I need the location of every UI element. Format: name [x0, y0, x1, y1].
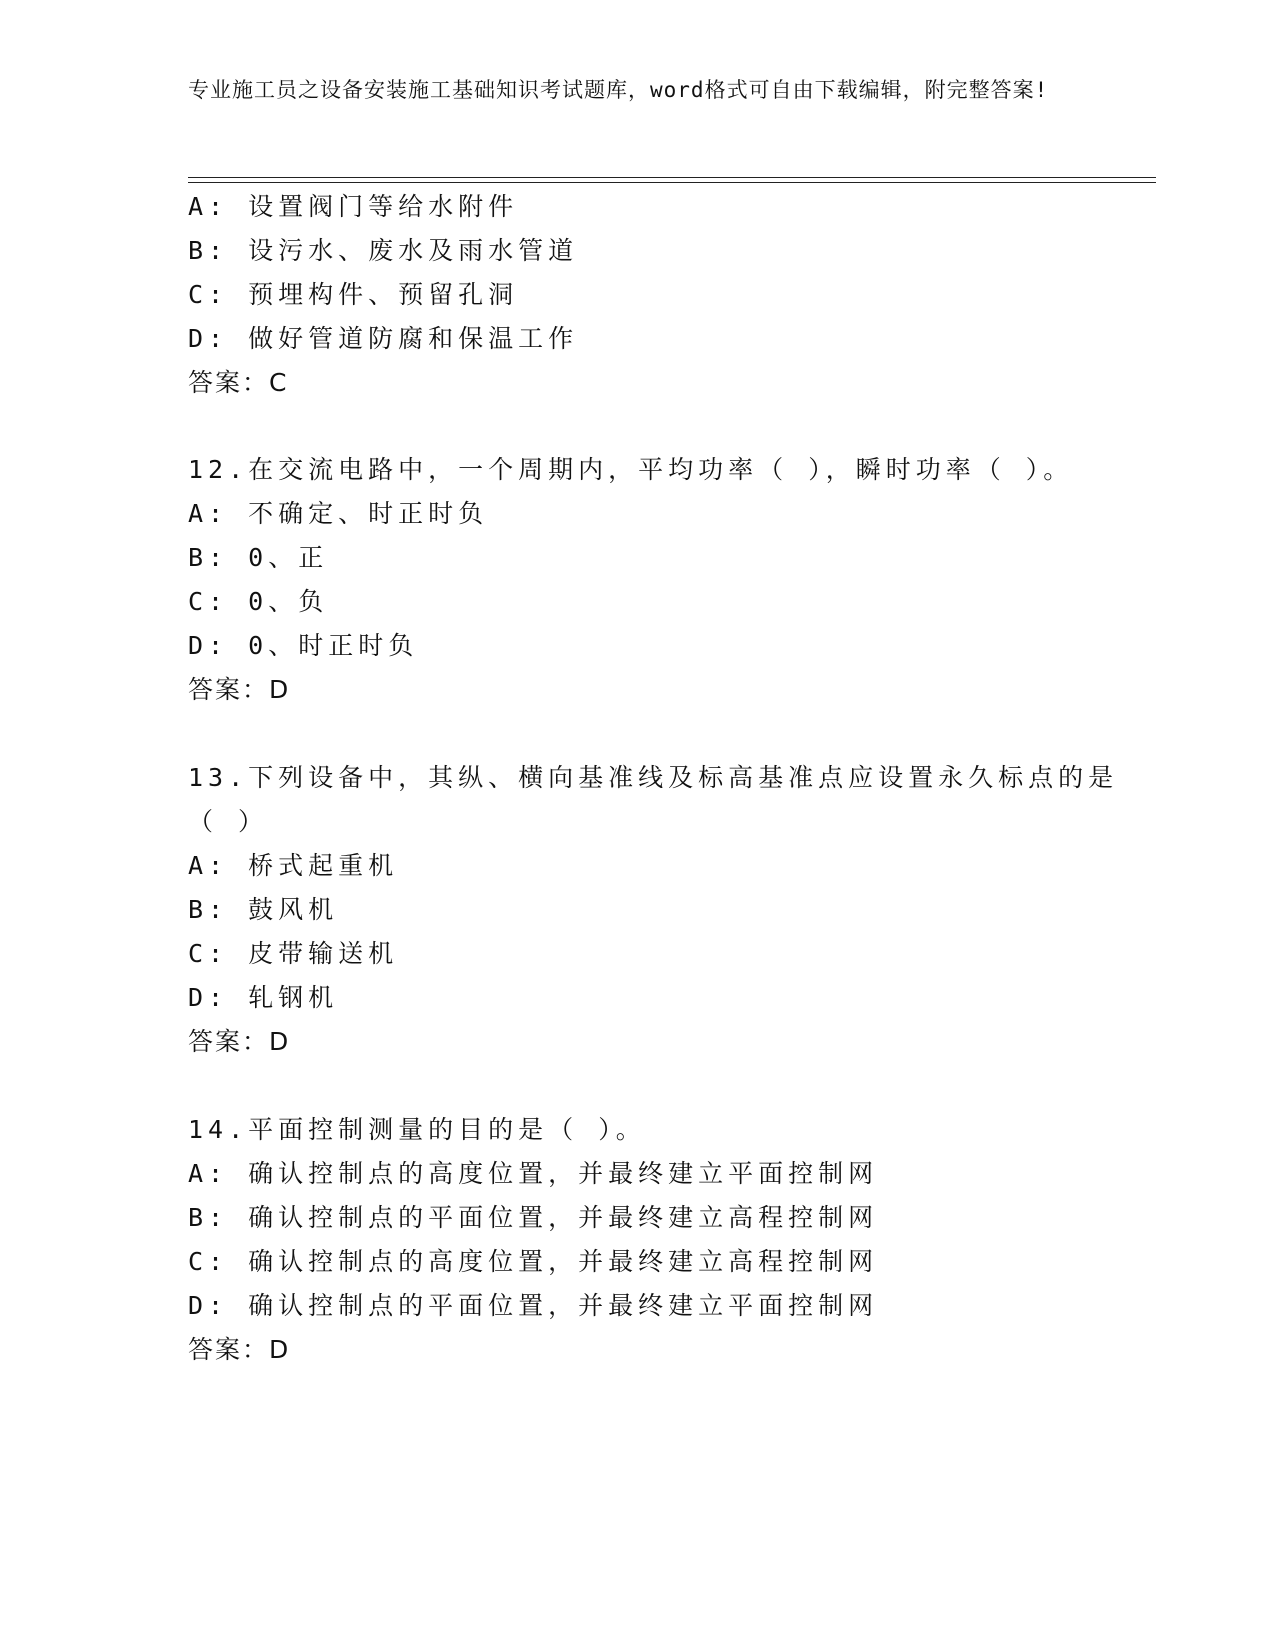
q13-option-b: B: 鼓风机	[188, 895, 339, 924]
q14-option-b: B: 确认控制点的平面位置，并最终建立高程控制网	[188, 1203, 879, 1232]
q13-question-line1: 13.下列设备中，其纵、横向基准线及标高基准点应设置永久标点的是	[188, 763, 1119, 792]
header-divider-bottom	[188, 182, 1156, 183]
q12-option-c: C: 0、负	[188, 587, 329, 616]
q13-option-d: D: 轧钢机	[188, 983, 339, 1012]
q11-answer: 答案：C	[188, 368, 289, 397]
q12-option-d: D: 0、时正时负	[188, 631, 419, 660]
header-divider-top	[188, 177, 1156, 178]
q12-question: 12.在交流电路中，一个周期内，平均功率（ ），瞬时功率（ ）。	[188, 455, 1074, 484]
q12-option-a: A: 不确定、时正时负	[188, 499, 489, 528]
q14-option-d: D: 确认控制点的平面位置，并最终建立平面控制网	[188, 1291, 879, 1320]
q13-answer: 答案：D	[188, 1027, 291, 1056]
q14-answer: 答案：D	[188, 1335, 291, 1364]
q13-option-a: A: 桥式起重机	[188, 851, 399, 880]
q11-option-c: C: 预埋构件、预留孔洞	[188, 280, 519, 309]
q14-option-a: A: 确认控制点的高度位置，并最终建立平面控制网	[188, 1159, 879, 1188]
document-header: 专业施工员之设备安装施工基础知识考试题库，word格式可自由下载编辑，附完整答案!	[188, 78, 1049, 102]
q11-option-a: A: 设置阀门等给水附件	[188, 192, 519, 221]
q11-option-d: D: 做好管道防腐和保温工作	[188, 324, 579, 353]
q13-question-line2: （ ）	[188, 807, 269, 836]
q12-answer: 答案：D	[188, 675, 291, 704]
q13-option-c: C: 皮带输送机	[188, 939, 399, 968]
q11-option-b: B: 设污水、废水及雨水管道	[188, 236, 579, 265]
q14-question: 14.平面控制测量的目的是（ ）。	[188, 1115, 646, 1144]
q12-option-b: B: 0、正	[188, 543, 329, 572]
q14-option-c: C: 确认控制点的高度位置，并最终建立高程控制网	[188, 1247, 879, 1276]
